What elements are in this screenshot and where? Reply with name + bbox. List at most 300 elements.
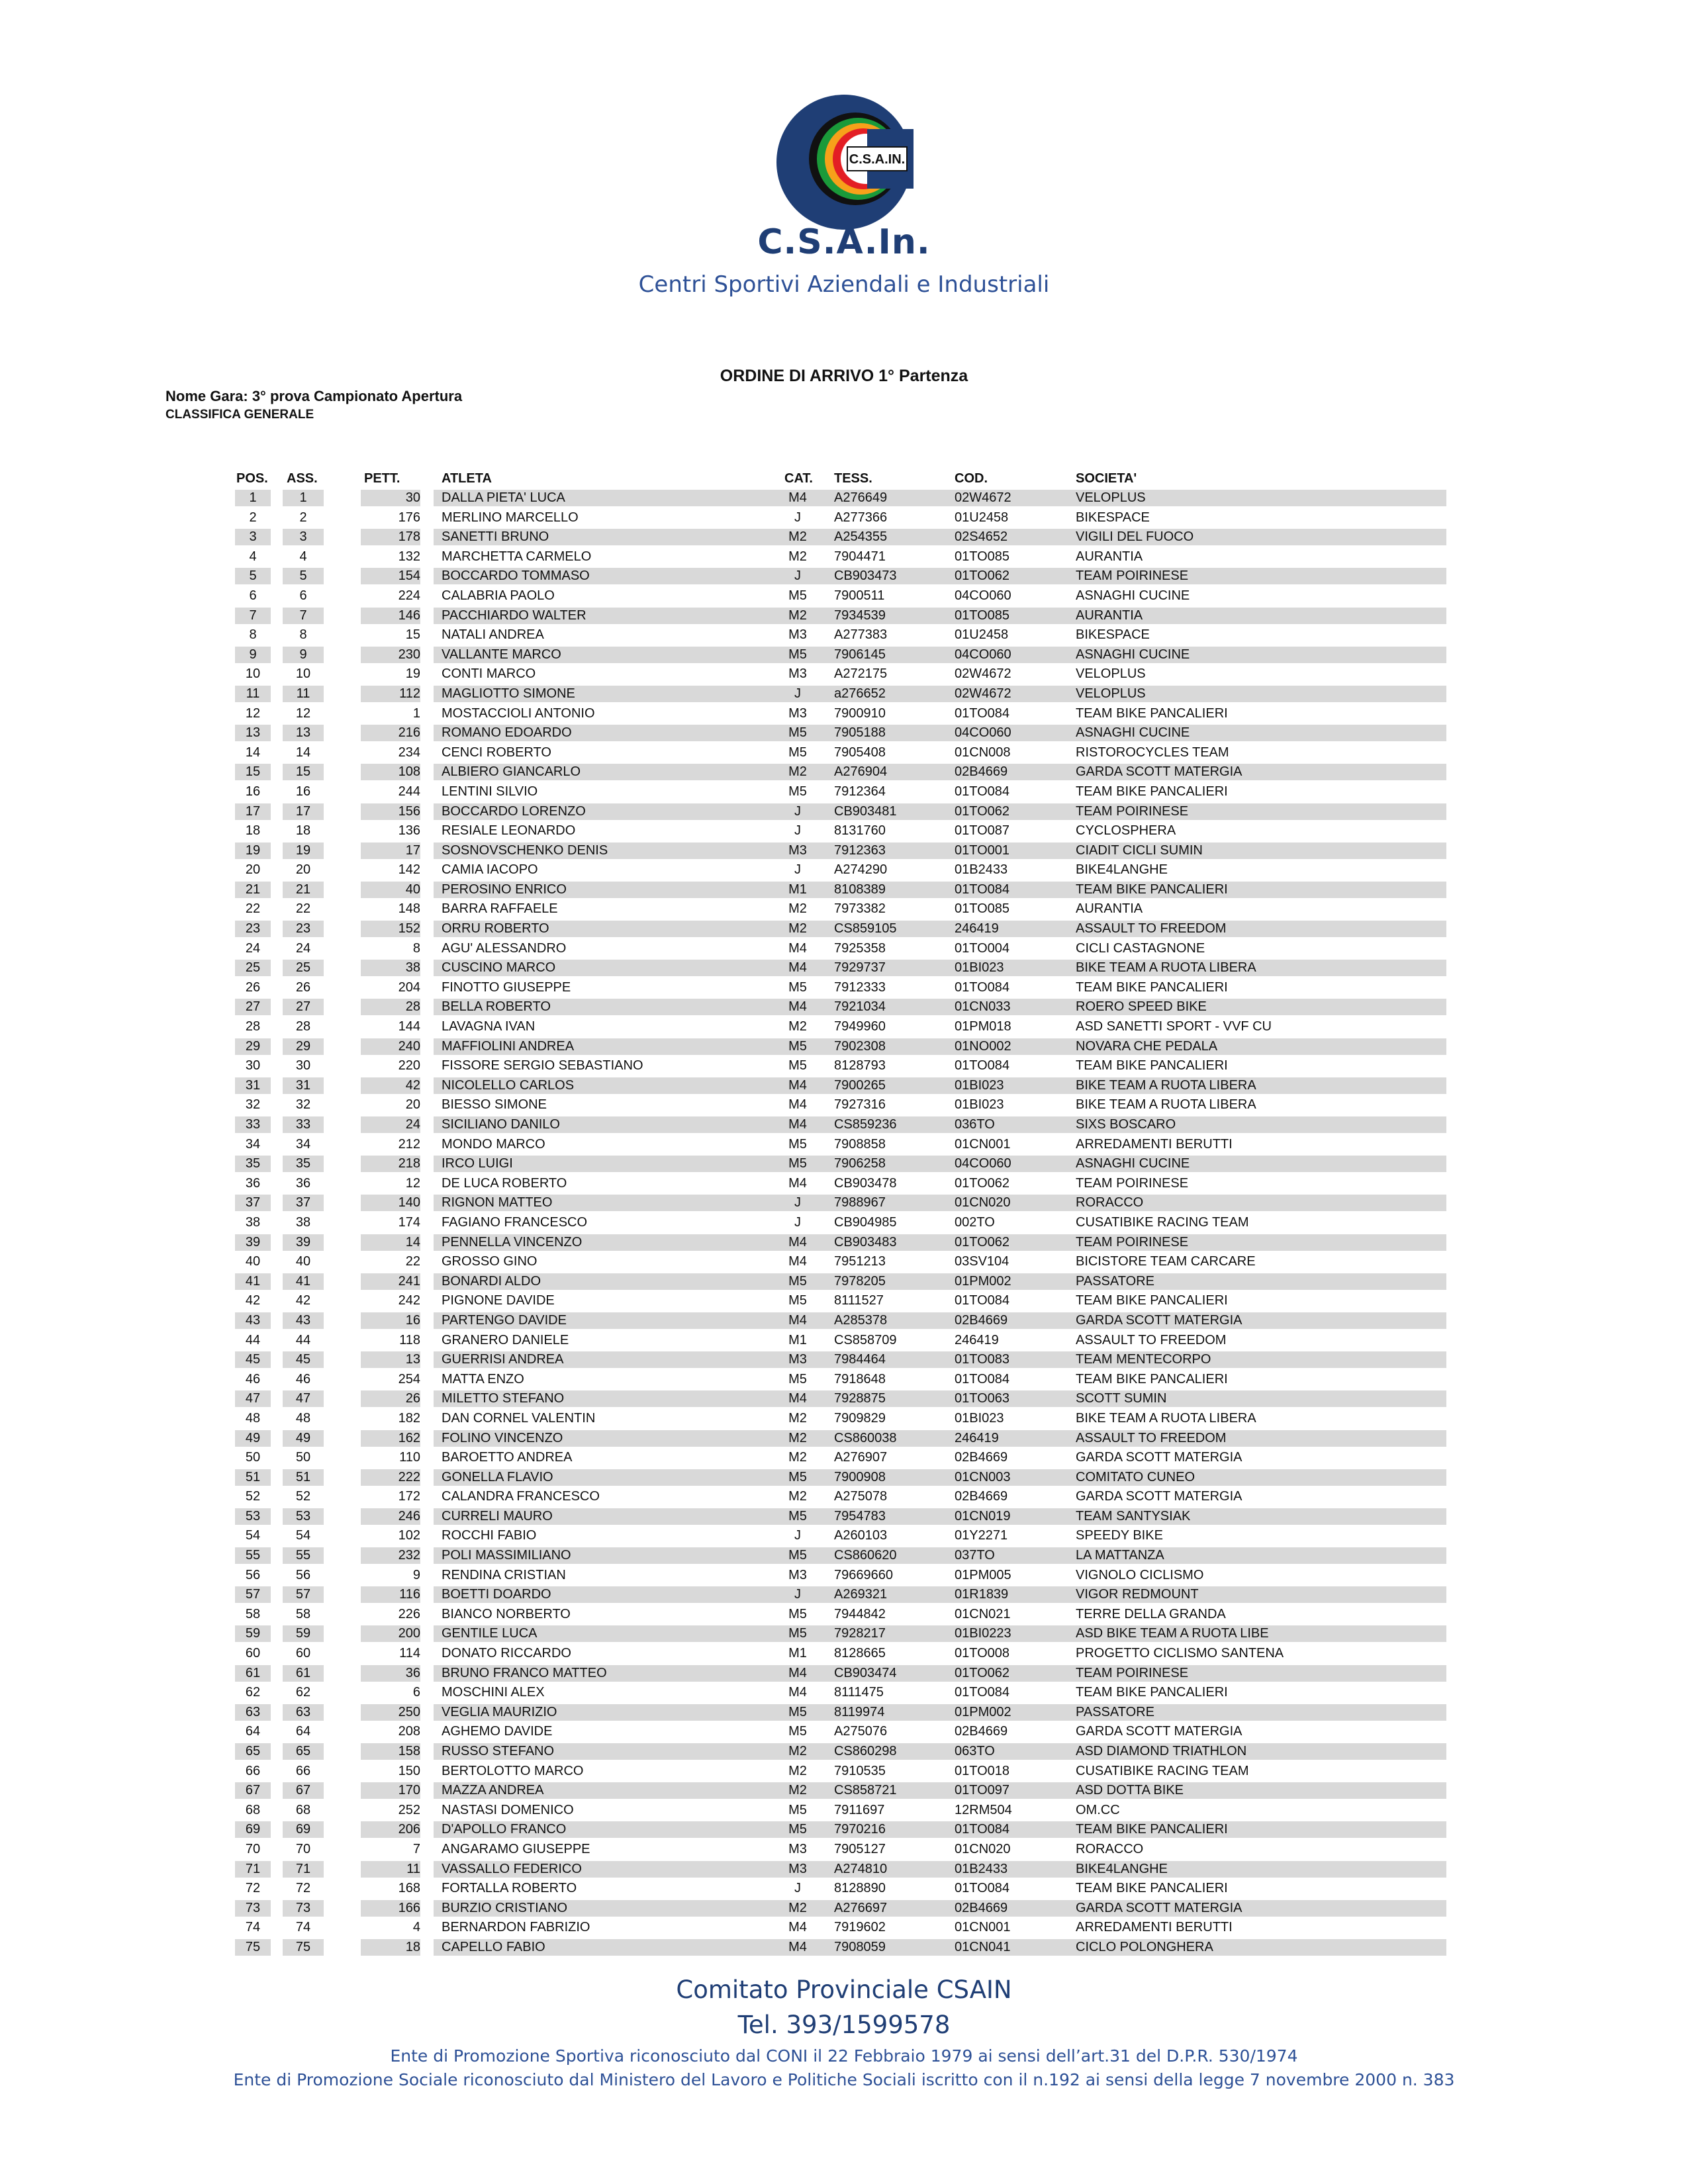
cell-atleta: CAMIA IACOPO xyxy=(442,862,538,878)
cell-societa: CICLI CASTAGNONE xyxy=(1076,940,1205,956)
cell-ass: 44 xyxy=(295,1332,311,1347)
cell-cod: 246419 xyxy=(955,921,999,936)
cell-pos: 66 xyxy=(245,1763,261,1778)
cell-cat: M5 xyxy=(788,1704,807,1719)
cell-societa: TEAM POIRINESE xyxy=(1076,1665,1189,1680)
cell-cat: M5 xyxy=(788,1606,807,1621)
cell-tess: 7905127 xyxy=(834,1841,886,1856)
cell-pos: 4 xyxy=(249,549,257,564)
cell-cod: 02B4669 xyxy=(955,1312,1008,1328)
cell-atleta: MONDO MARCO xyxy=(442,1136,545,1152)
cell-tess: CB903473 xyxy=(834,569,897,584)
cell-cat: M1 xyxy=(788,882,807,897)
table-row xyxy=(235,1762,1446,1782)
table-row xyxy=(235,1742,1446,1762)
cell-ass: 29 xyxy=(295,1038,311,1054)
cell-pos: 68 xyxy=(245,1802,261,1817)
cell-cod: 01BI023 xyxy=(955,1410,1004,1426)
cell-cat: M4 xyxy=(788,1920,807,1935)
cell-tess: A276907 xyxy=(834,1450,888,1465)
cell-pos: 20 xyxy=(245,862,261,878)
cell-tess: A274810 xyxy=(834,1861,888,1876)
cell-societa: ASNAGHI CUCINE xyxy=(1076,588,1190,603)
cell-atleta: GENTILE LUCA xyxy=(442,1626,538,1641)
cell-cod: 01PM002 xyxy=(955,1273,1011,1289)
cell-ass: 65 xyxy=(295,1744,311,1758)
cell-cod: 01TO084 xyxy=(955,1881,1010,1896)
cell-societa: GARDA SCOTT MATERGIA xyxy=(1076,1450,1243,1465)
cell-cod: 01TO084 xyxy=(955,784,1010,799)
table-row xyxy=(235,567,1446,586)
cell-cat: J xyxy=(794,1587,801,1602)
cell-cat: M4 xyxy=(788,940,807,956)
table-row xyxy=(235,1389,1446,1409)
cell-atleta: MATTA ENZO xyxy=(442,1371,524,1387)
cell-ass: 42 xyxy=(295,1293,311,1308)
cell-cod: 037TO xyxy=(955,1548,995,1563)
cell-tess: 7927316 xyxy=(834,1097,886,1113)
cell-pett: 116 xyxy=(399,1587,420,1602)
cell-pett: 8 xyxy=(412,940,420,956)
cell-pos: 67 xyxy=(245,1783,261,1798)
cell-pos: 45 xyxy=(245,1352,261,1367)
cell-ass: 62 xyxy=(295,1685,311,1700)
cell-tess: A254355 xyxy=(834,529,888,545)
race-name: Nome Gara: 3° prova Campionato Apertura xyxy=(165,388,463,404)
cell-tess: A275078 xyxy=(834,1489,888,1504)
cell-pett: 230 xyxy=(398,647,420,662)
col-header-pos: POS. xyxy=(236,471,268,486)
cell-cod: 02B4669 xyxy=(955,1489,1008,1504)
cell-cod: 03SV104 xyxy=(955,1254,1009,1269)
cell-pett: 246 xyxy=(398,1508,420,1524)
cell-cat: M5 xyxy=(788,1136,807,1152)
table-row xyxy=(235,1448,1446,1468)
cell-pos: 54 xyxy=(245,1528,261,1543)
cell-cod: 01TO004 xyxy=(955,940,1010,956)
cell-cat: J xyxy=(794,510,801,525)
cell-tess: A269321 xyxy=(834,1587,888,1602)
cell-societa: CYCLOSPHERA xyxy=(1076,823,1176,839)
cell-ass: 30 xyxy=(295,1058,311,1073)
cell-atleta: MAGLIOTTO SIMONE xyxy=(442,686,575,701)
cell-societa: BICISTORE TEAM CARCARE xyxy=(1076,1254,1256,1269)
cell-cod: 01TO084 xyxy=(955,979,1010,995)
cell-pett: 102 xyxy=(398,1528,420,1543)
cell-tess: 8111527 xyxy=(834,1293,884,1308)
table-row xyxy=(235,1409,1446,1429)
cell-ass: 45 xyxy=(295,1352,311,1367)
cell-cod: 01TO085 xyxy=(955,901,1010,917)
cell-ass: 37 xyxy=(295,1195,311,1210)
cell-ass: 39 xyxy=(295,1234,311,1250)
legal-note-ministry: Ente di Promozione Sociale riconosciuto dal Ministero del Lavoro e Politiche Sociali iscritto con il n.192 ai sensi della legge 7 novembre 2000 n. 383 xyxy=(233,2070,1455,2089)
cell-atleta: IRCO LUIGI xyxy=(442,1156,513,1171)
cell-cat: M5 xyxy=(788,1038,807,1054)
cell-atleta: DALLA PIETA' LUCA xyxy=(442,490,565,505)
cell-tess: A260103 xyxy=(834,1528,888,1543)
cell-pett: 244 xyxy=(398,784,420,799)
cell-ass: 49 xyxy=(295,1430,311,1445)
cell-societa: TEAM MENTECORPO xyxy=(1076,1352,1211,1367)
cell-ass: 1 xyxy=(299,490,307,505)
cell-cod: 01CN001 xyxy=(955,1136,1011,1152)
cell-cat: M5 xyxy=(788,647,807,662)
cell-ass: 64 xyxy=(295,1724,311,1739)
cell-pett: 206 xyxy=(398,1822,420,1837)
cell-ass: 38 xyxy=(295,1214,311,1230)
cell-pos: 21 xyxy=(245,882,261,897)
cell-pos: 16 xyxy=(245,784,261,799)
cell-cod: 02B4669 xyxy=(955,1900,1008,1915)
table-row xyxy=(235,664,1446,684)
cell-ass: 16 xyxy=(295,784,311,799)
cell-cat: J xyxy=(794,862,801,878)
cell-pett: 12 xyxy=(405,1175,420,1191)
cell-societa: VELOPLUS xyxy=(1076,686,1146,701)
cell-ass: 3 xyxy=(299,529,307,545)
cell-cat: M4 xyxy=(788,1312,807,1328)
cell-tess: 7984464 xyxy=(834,1352,886,1367)
cell-pos: 72 xyxy=(245,1881,261,1896)
cell-atleta: BAROETTO ANDREA xyxy=(442,1450,573,1465)
cell-cod: 01R1839 xyxy=(955,1587,1009,1602)
table-row xyxy=(235,1526,1446,1546)
cell-cod: 01TO018 xyxy=(955,1763,1010,1778)
table-row xyxy=(235,508,1446,528)
cell-pos: 29 xyxy=(245,1038,261,1054)
cell-cat: M3 xyxy=(788,1352,807,1367)
cell-cat: M2 xyxy=(788,901,807,917)
cell-pett: 1 xyxy=(412,705,420,721)
cell-ass: 31 xyxy=(295,1077,311,1093)
cell-atleta: NICOLELLO CARLOS xyxy=(442,1077,575,1093)
cell-tess: 7918648 xyxy=(834,1371,886,1387)
table-row xyxy=(235,1095,1446,1115)
cell-cod: 01TO097 xyxy=(955,1783,1010,1798)
table-row xyxy=(235,1429,1446,1449)
cell-atleta: PARTENGO DAVIDE xyxy=(442,1312,567,1328)
cell-societa: ASD DIAMOND TRIATHLON xyxy=(1076,1744,1247,1758)
cell-ass: 6 xyxy=(299,588,307,603)
table-row xyxy=(235,1781,1446,1801)
cell-pos: 24 xyxy=(245,940,261,956)
cell-pos: 49 xyxy=(245,1430,261,1445)
cell-cod: 01TO062 xyxy=(955,1234,1010,1250)
cell-cat: M3 xyxy=(788,1841,807,1856)
results-table xyxy=(235,469,1446,1958)
cell-pett: 9 xyxy=(412,1567,420,1582)
cell-pos: 32 xyxy=(245,1097,261,1113)
table-row xyxy=(235,1370,1446,1390)
cell-tess: 7910535 xyxy=(834,1763,886,1778)
cell-societa: AURANTIA xyxy=(1076,901,1143,917)
cell-pos: 28 xyxy=(245,1019,261,1034)
cell-pett: 146 xyxy=(398,608,420,623)
cell-ass: 48 xyxy=(295,1410,311,1426)
cell-societa: CICLO POLONGHERA xyxy=(1076,1939,1213,1954)
cell-societa: ASNAGHI CUCINE xyxy=(1076,1156,1190,1171)
cell-cod: 01TO084 xyxy=(955,1371,1010,1387)
cell-cod: 01TO062 xyxy=(955,569,1010,584)
cell-societa: GARDA SCOTT MATERGIA xyxy=(1076,1900,1243,1915)
cell-pett: 148 xyxy=(398,901,420,917)
cell-cat: M5 xyxy=(788,1293,807,1308)
cell-societa: BIKE4LANGHE xyxy=(1076,1861,1168,1876)
cell-tess: 8128890 xyxy=(834,1881,886,1896)
cell-pett: 11 xyxy=(406,1861,420,1876)
table-row xyxy=(235,1801,1446,1821)
cell-pos: 41 xyxy=(245,1273,261,1289)
cell-pos: 6 xyxy=(249,588,257,603)
cell-cod: 01B2433 xyxy=(955,862,1008,878)
cell-societa: ARREDAMENTI BERUTTI xyxy=(1076,1136,1233,1152)
cell-societa: ASD SANETTI SPORT - VVF CU xyxy=(1076,1019,1272,1034)
cell-cat: M2 xyxy=(788,1744,807,1758)
cell-cod: 01TO063 xyxy=(955,1391,1010,1406)
table-row xyxy=(235,723,1446,743)
cell-societa: PROGETTO CICLISMO SANTENA xyxy=(1076,1646,1284,1661)
cell-tess: A272175 xyxy=(834,666,888,682)
cell-pos: 59 xyxy=(245,1626,261,1641)
cell-atleta: BOCCARDO LORENZO xyxy=(442,803,586,819)
table-row xyxy=(235,1193,1446,1213)
cell-pett: 16 xyxy=(405,1312,420,1328)
cell-tess: 7908858 xyxy=(834,1136,886,1152)
cell-pos: 23 xyxy=(245,921,261,936)
cell-pett: 24 xyxy=(405,1117,420,1132)
cell-societa: TEAM BIKE PANCALIERI xyxy=(1076,1881,1228,1896)
cell-pos: 39 xyxy=(245,1234,261,1250)
cell-tess: 7912333 xyxy=(834,979,886,995)
cell-cat: M2 xyxy=(788,921,807,936)
cell-pos: 26 xyxy=(245,979,261,995)
cell-cat: M5 xyxy=(788,1822,807,1837)
cell-atleta: RUSSO STEFANO xyxy=(442,1744,555,1758)
cell-cat: M3 xyxy=(788,1567,807,1582)
cell-atleta: MOSTACCIOLI ANTONIO xyxy=(442,705,595,721)
cell-societa: ARREDAMENTI BERUTTI xyxy=(1076,1920,1233,1935)
cell-atleta: DONATO RICCARDO xyxy=(442,1646,571,1661)
cell-cat: M4 xyxy=(788,490,807,505)
table-row xyxy=(235,1291,1446,1311)
cell-ass: 52 xyxy=(295,1489,311,1504)
table-row xyxy=(235,1017,1446,1037)
cell-atleta: VALLANTE MARCO xyxy=(442,647,561,662)
table-row xyxy=(235,860,1446,880)
cell-cod: 01BI023 xyxy=(955,1097,1004,1113)
cell-ass: 24 xyxy=(295,940,311,956)
table-row xyxy=(235,527,1446,547)
cell-cod: 01PM018 xyxy=(955,1019,1011,1034)
cell-pett: 218 xyxy=(398,1156,420,1171)
cell-ass: 43 xyxy=(295,1312,311,1328)
table-row xyxy=(235,1331,1446,1351)
cell-pos: 65 xyxy=(245,1744,261,1758)
table-row xyxy=(235,1820,1446,1840)
cell-pett: 220 xyxy=(398,1058,420,1073)
cell-ass: 66 xyxy=(295,1763,311,1778)
cell-pett: 216 xyxy=(398,725,420,741)
cell-pos: 75 xyxy=(245,1939,261,1954)
cell-pos: 27 xyxy=(245,999,261,1015)
cell-atleta: BERNARDON FABRIZIO xyxy=(442,1920,590,1935)
cell-ass: 27 xyxy=(295,999,311,1015)
cell-cat: M5 xyxy=(788,745,807,760)
col-header-cod: COD. xyxy=(955,471,988,486)
cell-societa: RORACCO xyxy=(1076,1195,1144,1210)
cell-cod: 01PM005 xyxy=(955,1567,1011,1582)
cell-cod: 04CO060 xyxy=(955,588,1011,603)
cell-pos: 36 xyxy=(245,1175,261,1191)
cell-cat: M5 xyxy=(788,588,807,603)
org-full-name: Centri Sportivi Aziendali e Industriali xyxy=(638,271,1050,298)
committee-phone: Tel. 393/1599578 xyxy=(737,2011,951,2039)
cell-cod: 01TO062 xyxy=(955,1665,1010,1680)
cell-pett: 108 xyxy=(398,764,420,780)
cell-pett: 152 xyxy=(398,921,420,936)
cell-atleta: NASTASI DOMENICO xyxy=(442,1802,574,1817)
cell-tess: CB903478 xyxy=(834,1175,897,1191)
cell-pos: 34 xyxy=(245,1136,261,1152)
cell-ass: 60 xyxy=(295,1646,311,1661)
cell-tess: 8108389 xyxy=(834,882,886,897)
cell-cod: 01TO062 xyxy=(955,803,1010,819)
cell-atleta: BOCCARDO TOMMASO xyxy=(442,569,590,584)
col-header-societa: SOCIETA' xyxy=(1076,471,1137,486)
cell-cat: M5 xyxy=(788,1802,807,1817)
cell-pett: 252 xyxy=(398,1802,420,1817)
cell-tess: CS859236 xyxy=(834,1117,897,1132)
cell-ass: 9 xyxy=(299,647,307,662)
table-row xyxy=(235,704,1446,724)
cell-pett: 240 xyxy=(398,1038,420,1054)
cell-atleta: CUSCINO MARCO xyxy=(442,960,556,976)
cell-societa: BIKE TEAM A RUOTA LIBERA xyxy=(1076,1097,1256,1113)
cell-societa: RORACCO xyxy=(1076,1841,1144,1856)
cell-cat: M4 xyxy=(788,1077,807,1093)
cell-pos: 55 xyxy=(245,1548,261,1563)
cell-societa: COMITATO CUNEO xyxy=(1076,1469,1195,1484)
cell-tess: CB903474 xyxy=(834,1665,897,1680)
cell-societa: TEAM BIKE PANCALIERI xyxy=(1076,1371,1228,1387)
cell-pos: 7 xyxy=(249,608,257,623)
cell-tess: 7906258 xyxy=(834,1156,886,1171)
cell-atleta: BIANCO NORBERTO xyxy=(442,1606,571,1621)
table-row xyxy=(235,1840,1446,1860)
cell-ass: 35 xyxy=(295,1156,311,1171)
cell-atleta: VEGLIA MAURIZIO xyxy=(442,1704,557,1719)
cell-ass: 73 xyxy=(295,1900,311,1915)
cell-pett: 182 xyxy=(398,1410,420,1426)
cell-atleta: SOSNOVSCHENKO DENIS xyxy=(442,842,608,858)
table-row xyxy=(235,1938,1446,1958)
cell-atleta: FAGIANO FRANCESCO xyxy=(442,1214,588,1230)
cell-ass: 68 xyxy=(295,1802,311,1817)
cell-cod: 01CN008 xyxy=(955,745,1011,760)
cell-cod: 04CO060 xyxy=(955,647,1011,662)
cell-ass: 70 xyxy=(295,1841,311,1856)
table-row xyxy=(235,1918,1446,1938)
cell-pett: 166 xyxy=(398,1900,420,1915)
cell-societa: VELOPLUS xyxy=(1076,666,1146,682)
cell-ass: 7 xyxy=(299,608,307,623)
cell-societa: GARDA SCOTT MATERGIA xyxy=(1076,764,1243,780)
table-row xyxy=(235,1213,1446,1233)
cell-cod: 01CN033 xyxy=(955,999,1011,1015)
cell-cod: 01U2458 xyxy=(955,627,1009,643)
cell-societa: ASSAULT TO FREEDOM xyxy=(1076,1430,1227,1445)
cell-societa: NOVARA CHE PEDALA xyxy=(1076,1038,1218,1054)
cell-cat: M5 xyxy=(788,1626,807,1641)
table-row xyxy=(235,684,1446,704)
cell-cat: J xyxy=(794,569,801,584)
cell-ass: 53 xyxy=(295,1508,311,1524)
cell-societa: ASD BIKE TEAM A RUOTA LIBE xyxy=(1076,1626,1269,1641)
cell-atleta: ORRU ROBERTO xyxy=(442,921,549,936)
cell-societa: BIKESPACE xyxy=(1076,510,1150,525)
cell-ass: 20 xyxy=(295,862,311,878)
cell-societa: BIKE4LANGHE xyxy=(1076,862,1168,878)
cell-tess: 7908059 xyxy=(834,1939,886,1954)
cell-cod: 02B4669 xyxy=(955,1450,1008,1465)
cell-pett: 150 xyxy=(398,1763,420,1778)
cell-ass: 69 xyxy=(295,1822,311,1837)
cell-cat: M2 xyxy=(788,529,807,545)
cell-pos: 50 xyxy=(245,1450,261,1465)
table-row xyxy=(235,939,1446,959)
table-row xyxy=(235,821,1446,841)
cell-ass: 17 xyxy=(295,803,311,819)
cell-pett: 224 xyxy=(398,588,420,603)
table-row xyxy=(235,586,1446,606)
cell-tess: 7970216 xyxy=(834,1822,886,1837)
cell-pett: 158 xyxy=(398,1744,420,1758)
cell-societa: SCOTT SUMIN xyxy=(1076,1391,1167,1406)
cell-pett: 208 xyxy=(398,1724,420,1739)
cell-pett: 156 xyxy=(398,803,420,819)
cell-pett: 38 xyxy=(405,960,420,976)
cell-tess: 7929737 xyxy=(834,960,886,976)
cell-pett: 232 xyxy=(398,1548,420,1563)
cell-atleta: BRUNO FRANCO MATTEO xyxy=(442,1665,607,1680)
cell-pett: 212 xyxy=(398,1136,420,1152)
cell-societa: TEAM SANTYSIAK xyxy=(1076,1508,1191,1524)
cell-ass: 59 xyxy=(295,1626,311,1641)
cell-tess: 7900511 xyxy=(834,588,885,603)
cell-pos: 31 xyxy=(245,1077,261,1093)
cell-pett: 13 xyxy=(405,1352,420,1367)
cell-pos: 38 xyxy=(245,1214,261,1230)
table-row xyxy=(235,743,1446,763)
cell-ass: 10 xyxy=(295,666,311,682)
table-row xyxy=(235,1252,1446,1272)
cell-cat: M4 xyxy=(788,1254,807,1269)
cell-pos: 73 xyxy=(245,1900,261,1915)
cell-tess: A285378 xyxy=(834,1312,888,1328)
cell-ass: 12 xyxy=(295,705,311,721)
col-header-ass: ASS. xyxy=(287,471,318,486)
cell-pett: 22 xyxy=(405,1254,420,1269)
cell-cod: 01CN003 xyxy=(955,1469,1011,1484)
cell-tess: 7911697 xyxy=(834,1802,885,1817)
cell-pett: 114 xyxy=(399,1646,420,1661)
cell-cod: 01TO084 xyxy=(955,882,1010,897)
cell-tess: CS858709 xyxy=(834,1332,897,1347)
cell-cod: 01CN021 xyxy=(955,1606,1011,1621)
table-row xyxy=(235,1546,1446,1566)
cell-atleta: PACCHIARDO WALTER xyxy=(442,608,586,623)
